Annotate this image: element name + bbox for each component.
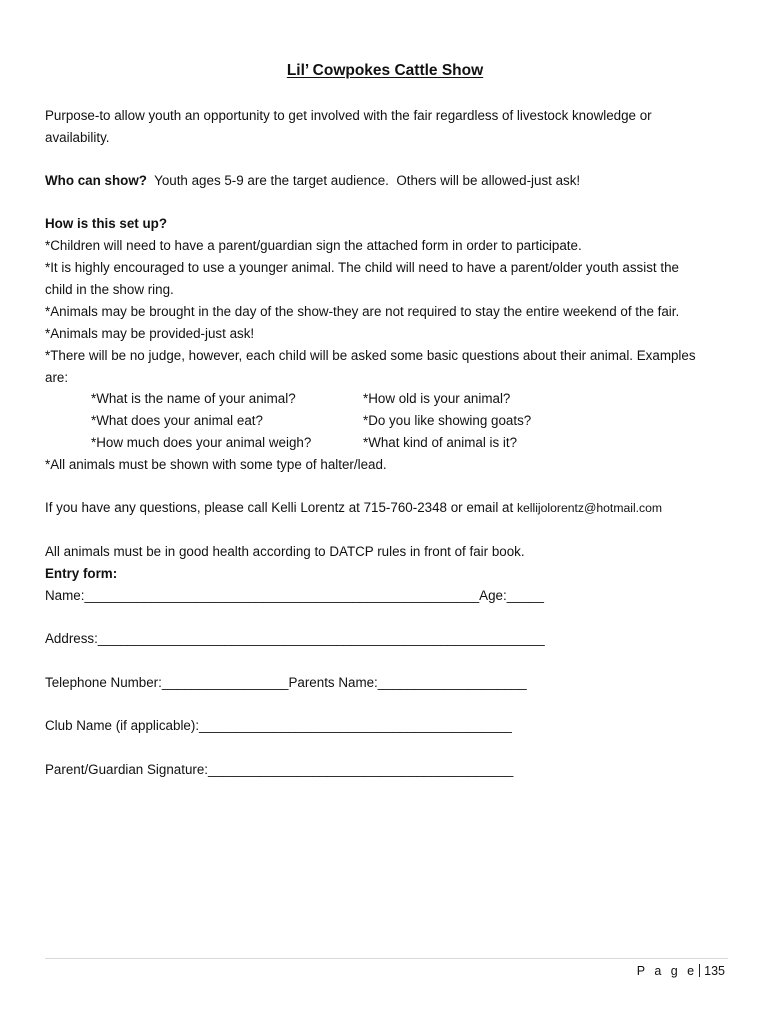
name-age-field[interactable]: Name:_____________________________________________________Age:_____ — [45, 588, 544, 603]
footer-divider — [45, 958, 728, 959]
purpose-line-2: availability. — [45, 130, 110, 145]
health-text: All animals must be in good health according to DATCP rules in front of fair book. — [45, 544, 525, 559]
how-heading: How is this set up? — [45, 216, 168, 231]
rule-younger-animal-line-2: child in the show ring. — [45, 282, 174, 297]
question-item: *Do you like showing goats? — [363, 413, 532, 428]
rule-halter-lead: *All animals must be shown with some type of halter/lead. — [45, 457, 387, 472]
contact-text: If you have any questions, please call Kelli Lorentz at 715-760-2348 or email at — [45, 500, 517, 515]
rule-animals-provided: *Animals may be provided-just ask! — [45, 326, 255, 341]
rule-no-judge-line-2: are: — [45, 370, 69, 385]
page-title: Lil’ Cowpokes Cattle Show — [286, 62, 484, 79]
who-can-show-paragraph — [45, 172, 580, 190]
signature-field[interactable]: Parent/Guardian Signature:_________________________________________ — [45, 762, 514, 777]
rule-parent-sign: *Children will need to have a parent/guardian sign the attached form in order to participate. — [45, 238, 582, 253]
question-item: *What is the name of your animal? — [91, 391, 296, 406]
telephone-parents-field[interactable]: Telephone Number:_________________Parents Name:____________________ — [45, 675, 527, 690]
question-item: *How old is your animal? — [363, 391, 511, 406]
rule-younger-animal-line-1: *It is highly encouraged to use a younger animal. The child will need to have a parent/older youth assist the — [45, 260, 679, 275]
page-footer — [637, 962, 725, 980]
who-heading: Who can show? — [45, 173, 147, 188]
question-item: *What kind of animal is it? — [363, 435, 518, 450]
rule-day-of-show: *Animals may be brought in the day of the show-they are not required to stay the entire weekend of the fair. — [45, 304, 680, 319]
rule-no-judge-line-1: *There will be no judge, however, each child will be asked some basic questions about their animal. Examples — [45, 348, 696, 363]
club-name-field[interactable]: Club Name (if applicable):__________________________________________ — [45, 718, 512, 733]
contact-paragraph — [45, 499, 662, 517]
page-label: P a g e — [636, 964, 698, 978]
contact-email: kellijolorentz@hotmail.com — [516, 501, 663, 515]
page-number: 135 — [704, 964, 725, 978]
question-item: *What does your animal eat? — [91, 413, 263, 428]
address-field[interactable]: Address:____________________________________________________________ — [45, 631, 545, 646]
entry-form-heading: Entry form: — [45, 566, 118, 581]
who-text: Youth ages 5-9 are the target audience. Others will be allowed-just ask! — [146, 173, 581, 188]
question-item: *How much does your animal weigh? — [91, 435, 312, 450]
purpose-line-1: Purpose-to allow youth an opportunity to get involved with the fair regardless of livestock knowledge or — [45, 108, 652, 123]
footer-separator — [699, 964, 700, 977]
